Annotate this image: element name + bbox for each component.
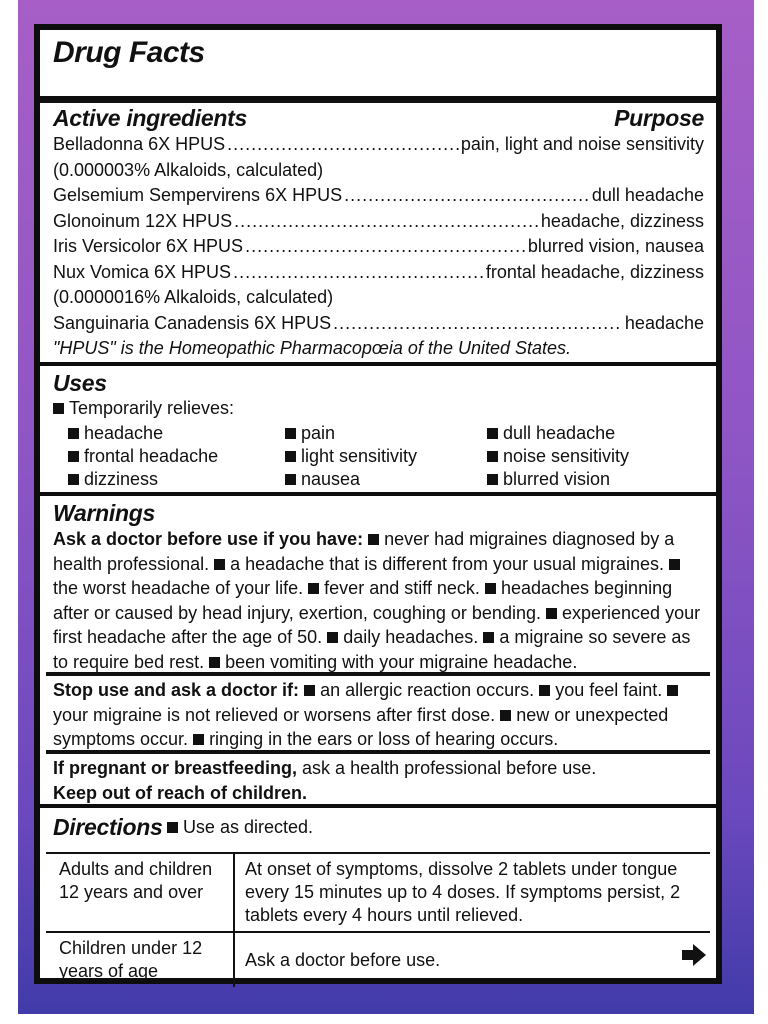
- list-item: noise sensitivity: [487, 445, 708, 468]
- table-cell-what: Ask a doctor before use.: [245, 950, 441, 970]
- square-bullet-icon: [68, 451, 79, 462]
- square-bullet-icon: [209, 657, 220, 668]
- directions-section: [40, 808, 716, 981]
- square-bullet-icon: [68, 474, 79, 485]
- table-row: [46, 854, 710, 933]
- directions-heading: Directions: [53, 814, 163, 840]
- list-item: headache: [68, 422, 285, 445]
- table-cell-what: At onset of symptoms, dissolve 2 tablets under tongue every 15 minutes up to 4 doses. If symptoms persist, 2 tablets every 4 hours until relieved.: [245, 859, 681, 925]
- square-bullet-icon: [167, 822, 178, 833]
- ingredient-row: Glonoinum 12X HPUS ..... headache, dizziness: [53, 209, 704, 235]
- square-bullet-icon: [669, 559, 680, 570]
- page-title: Drug Facts: [53, 36, 205, 69]
- hpus-footnote: "HPUS" is the Homeopathic Pharmacopœia of the United States.: [53, 338, 572, 358]
- ingredient-note: (0.0000016% Alkaloids, calculated): [53, 287, 334, 307]
- warnings-heading: Warnings: [53, 500, 155, 526]
- pregnant-paragraph: If pregnant or breastfeeding, ask a health professional before use.: [53, 758, 597, 778]
- divider: [46, 750, 710, 754]
- square-bullet-icon: [308, 583, 319, 594]
- drug-facts-panel: [34, 24, 722, 984]
- table-cell-who: Adults and children 12 years and over: [46, 854, 235, 931]
- ingredient-row: Sanguinaria Canadensis 6X HPUS ..... headache: [53, 311, 704, 337]
- ingredient-row: Belladonna 6X HPUS ..... pain, light and noise sensitivity: [53, 132, 704, 158]
- square-bullet-icon: [285, 428, 296, 439]
- divider: [46, 672, 710, 676]
- square-bullet-icon: [285, 451, 296, 462]
- children-warning: Keep out of reach of children.: [53, 782, 308, 803]
- active-ingredients-section: [40, 100, 716, 362]
- list-item: light sensitivity: [285, 445, 487, 468]
- ingredient-row: Gelsemium Sempervirens 6X HPUS ..... dull headache: [53, 183, 704, 209]
- square-bullet-icon: [546, 608, 557, 619]
- square-bullet-icon: [68, 428, 79, 439]
- square-bullet-icon: [485, 583, 496, 594]
- list-item: pain: [285, 422, 487, 445]
- uses-heading: Uses: [53, 370, 107, 396]
- square-bullet-icon: [193, 734, 204, 745]
- ingredient-row: Iris Versicolor 6X HPUS ..... blurred vision, nausea: [53, 234, 704, 260]
- uses-intro: Temporarily relieves:: [69, 398, 235, 418]
- list-item: dull headache: [487, 422, 708, 445]
- square-bullet-icon: [487, 428, 498, 439]
- list-item: dizziness: [68, 468, 285, 491]
- ingredient-note: (0.000003% Alkaloids, calculated): [53, 159, 324, 180]
- square-bullet-icon: [483, 632, 494, 643]
- square-bullet-icon: [500, 710, 511, 721]
- table-row: [46, 933, 710, 987]
- square-bullet-icon: [53, 403, 64, 414]
- ask-doctor-paragraph: Ask a doctor before use if you have: never had migraines diagnosed by a health professional. a headache that is different from your usual migraines. the worst headache of your life. fever and stiff neck. headaches beginning after or caused by head injury, exertion, coughing or bending. experienced your first headache after the age of 50. daily headaches. a migraine so severe as to require bed rest. been vomiting with your migraine headache.: [53, 529, 701, 672]
- stop-use-paragraph: Stop use and ask a doctor if: an allergic reaction occurs. you feel faint. your migraine is not relieved or worsens after first dose. new or unexpected symptoms occur. ringing in the ears or loss of hearing occurs.: [53, 678, 704, 752]
- square-bullet-icon: [368, 534, 379, 545]
- square-bullet-icon: [304, 685, 315, 696]
- purpose-heading: Purpose: [614, 105, 704, 131]
- square-bullet-icon: [487, 451, 498, 462]
- square-bullet-icon: [487, 474, 498, 485]
- active-heading: Active ingredients: [53, 105, 247, 131]
- list-item: frontal headache: [68, 445, 285, 468]
- title-section: [40, 30, 716, 96]
- uses-list: [68, 422, 708, 491]
- square-bullet-icon: [214, 559, 225, 570]
- left-margin: [0, 0, 18, 1024]
- list-item: blurred vision: [487, 468, 708, 491]
- list-item: nausea: [285, 468, 487, 491]
- square-bullet-icon: [327, 632, 338, 643]
- directions-intro: Use as directed.: [182, 817, 313, 837]
- square-bullet-icon: [285, 474, 296, 485]
- warnings-section: [40, 496, 716, 804]
- bottom-margin: [0, 1014, 768, 1024]
- uses-section: [40, 366, 716, 492]
- table-cell-who: Children under 12 years of age: [46, 933, 235, 987]
- square-bullet-icon: [667, 685, 678, 696]
- ingredient-row: Nux Vomica 6X HPUS ..... frontal headache, dizziness: [53, 260, 704, 286]
- arrow-right-icon: [682, 944, 706, 966]
- right-margin: [754, 0, 768, 1024]
- directions-table: [46, 852, 710, 987]
- square-bullet-icon: [539, 685, 550, 696]
